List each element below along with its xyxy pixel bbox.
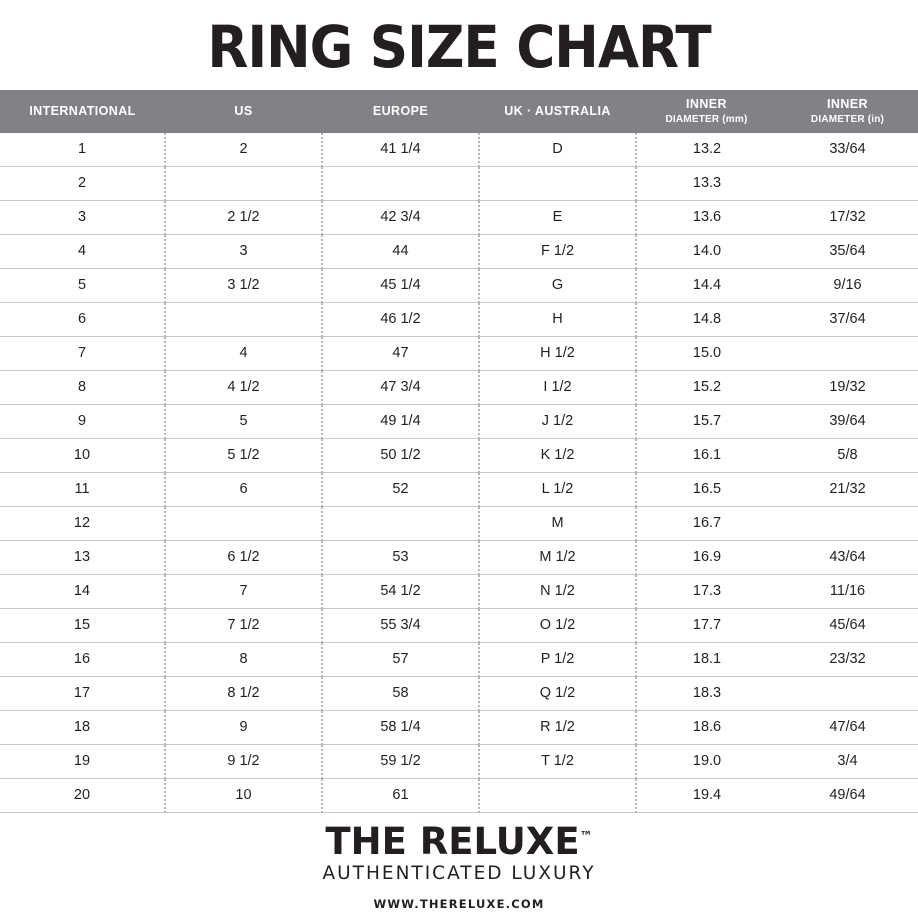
table-cell: 1 [0,133,165,167]
table-cell: 11 [0,472,165,506]
table-cell: 35/64 [777,234,918,268]
table-cell: L 1/2 [479,472,636,506]
table-cell: 2 [0,166,165,200]
table-cell: 10 [0,438,165,472]
table-cell: 5 [0,268,165,302]
table-cell: 20 [0,778,165,812]
table-cell: 5/8 [777,438,918,472]
table-cell: 15.2 [636,370,777,404]
table-cell: 2 1/2 [165,200,322,234]
table-row [0,302,918,336]
table-cell [777,506,918,540]
table-cell: 16.5 [636,472,777,506]
table-cell [322,166,479,200]
table-row [0,540,918,574]
table-cell: 6 [0,302,165,336]
column-header-inner-diameter-mm-line2: DIAMETER (mm) [665,114,748,126]
column-header-inner-diameter-mm-line1: INNER [686,97,727,111]
table-cell: 4 1/2 [165,370,322,404]
table-cell [479,166,636,200]
brand-tagline: AUTHENTICATED LUXURY [322,862,596,884]
table-cell [777,166,918,200]
table-cell: 9 [0,404,165,438]
table-cell: 13.3 [636,166,777,200]
table-cell: 15.7 [636,404,777,438]
table-row [0,608,918,642]
table-cell: 3/4 [777,744,918,778]
table-cell: 45 1/4 [322,268,479,302]
table-cell: 59 1/2 [322,744,479,778]
table-cell: 55 3/4 [322,608,479,642]
table-cell: 15 [0,608,165,642]
table-cell: 47 [322,336,479,370]
column-header-uk-australia-label: UK · AUSTRALIA [504,104,611,119]
table-row [0,200,918,234]
table-cell: 61 [322,778,479,812]
column-header-inner-diameter-in-line1: INNER [827,97,868,111]
column-header-inner-diameter-in [777,90,918,133]
table-cell: 11/16 [777,574,918,608]
table-cell: 7 1/2 [165,608,322,642]
table-row [0,268,918,302]
column-header-international [0,90,165,133]
table-cell: F 1/2 [479,234,636,268]
table-cell: 16 [0,642,165,676]
table-cell: R 1/2 [479,710,636,744]
table-cell: P 1/2 [479,642,636,676]
table-row [0,370,918,404]
table-cell: 16.7 [636,506,777,540]
footer [0,819,918,911]
table-cell: 9/16 [777,268,918,302]
table-cell [777,336,918,370]
table-cell: J 1/2 [479,404,636,438]
table-cell: 53 [322,540,479,574]
table-cell: 6 1/2 [165,540,322,574]
table-row [0,778,918,812]
table-cell: 5 [165,404,322,438]
table-cell: 13.2 [636,133,777,167]
table-row [0,472,918,506]
website-url: WWW.THERELUXE.COM [373,896,545,911]
table-cell: 3 [0,200,165,234]
table-row [0,574,918,608]
table-cell: H [479,302,636,336]
table-cell: 13.6 [636,200,777,234]
table-cell: 17.3 [636,574,777,608]
table-cell: 19 [0,744,165,778]
table-cell [165,506,322,540]
table-cell: 54 1/2 [322,574,479,608]
table-cell: 33/64 [777,133,918,167]
table-cell: 4 [165,336,322,370]
table-row [0,404,918,438]
table-cell: 6 [165,472,322,506]
table-cell: 39/64 [777,404,918,438]
table-cell: 37/64 [777,302,918,336]
table-cell [479,778,636,812]
table-cell: 2 [165,133,322,167]
column-header-us-label: US [234,104,253,119]
table-cell: 15.0 [636,336,777,370]
column-header-uk-australia [479,90,636,133]
table-row [0,642,918,676]
table-cell: 5 1/2 [165,438,322,472]
table-cell: 9 [165,710,322,744]
table-cell: 45/64 [777,608,918,642]
table-cell: 19.0 [636,744,777,778]
table-cell: 17/32 [777,200,918,234]
table-cell [165,166,322,200]
table-row [0,234,918,268]
table-cell: 50 1/2 [322,438,479,472]
table-cell: 3 1/2 [165,268,322,302]
column-header-inner-diameter-in-line2: DIAMETER (in) [810,114,885,126]
table-cell: N 1/2 [479,574,636,608]
table-cell: 19/32 [777,370,918,404]
column-header-inner-diameter-mm [636,90,777,133]
column-header-europe [322,90,479,133]
table-cell: 8 [165,642,322,676]
table-cell: E [479,200,636,234]
column-header-europe-label: EUROPE [372,104,429,119]
table-cell: 4 [0,234,165,268]
table-header [0,90,918,133]
table-row [0,506,918,540]
table-cell: 14.8 [636,302,777,336]
table-cell: 58 1/4 [322,710,479,744]
table-cell: 13 [0,540,165,574]
column-header-international-label: INTERNATIONAL [29,104,136,119]
table-cell: 8 [0,370,165,404]
table-cell: 57 [322,642,479,676]
table-cell: 18.1 [636,642,777,676]
table-cell [322,506,479,540]
page-title: RING SIZE CHART [207,13,711,81]
table-row [0,133,918,167]
table-cell: 19.4 [636,778,777,812]
table-cell: 16.1 [636,438,777,472]
table-cell: 7 [0,336,165,370]
table-body [0,133,918,813]
table-cell: 14 [0,574,165,608]
table-cell [165,302,322,336]
table-cell: 17.7 [636,608,777,642]
trademark-symbol: ™ [579,829,593,845]
table-cell: 12 [0,506,165,540]
table-cell: 43/64 [777,540,918,574]
table-cell: M 1/2 [479,540,636,574]
table-cell: 44 [322,234,479,268]
table-cell: 49 1/4 [322,404,479,438]
table-cell [777,676,918,710]
table-row [0,336,918,370]
table-row [0,438,918,472]
table-cell: 42 3/4 [322,200,479,234]
column-header-us [165,90,322,133]
table-cell: K 1/2 [479,438,636,472]
table-cell: 47/64 [777,710,918,744]
table-cell: T 1/2 [479,744,636,778]
table-row [0,710,918,744]
ring-size-table [0,90,918,813]
table-cell: 14.0 [636,234,777,268]
table-cell: 14.4 [636,268,777,302]
table-cell: D [479,133,636,167]
table-cell: 18 [0,710,165,744]
table-cell: 9 1/2 [165,744,322,778]
table-cell: 7 [165,574,322,608]
table-cell: 58 [322,676,479,710]
table-cell: 21/32 [777,472,918,506]
table-cell: 10 [165,778,322,812]
table-cell: 18.3 [636,676,777,710]
table-cell: M [479,506,636,540]
table-cell: 49/64 [777,778,918,812]
table-cell: H 1/2 [479,336,636,370]
table-cell: 8 1/2 [165,676,322,710]
table-cell: 52 [322,472,479,506]
table-cell: 3 [165,234,322,268]
table-cell: 18.6 [636,710,777,744]
table-row [0,676,918,710]
table-header-row [0,90,918,133]
table-row [0,166,918,200]
table-cell: 46 1/2 [322,302,479,336]
table-cell: G [479,268,636,302]
table-row [0,744,918,778]
table-cell: 47 3/4 [322,370,479,404]
brand-name [325,819,593,863]
brand-text: THE RELUXE [325,819,580,863]
table-cell: 17 [0,676,165,710]
table-cell: Q 1/2 [479,676,636,710]
table-cell: 23/32 [777,642,918,676]
table-cell: 41 1/4 [322,133,479,167]
table-cell: I 1/2 [479,370,636,404]
table-cell: 16.9 [636,540,777,574]
table-cell: O 1/2 [479,608,636,642]
